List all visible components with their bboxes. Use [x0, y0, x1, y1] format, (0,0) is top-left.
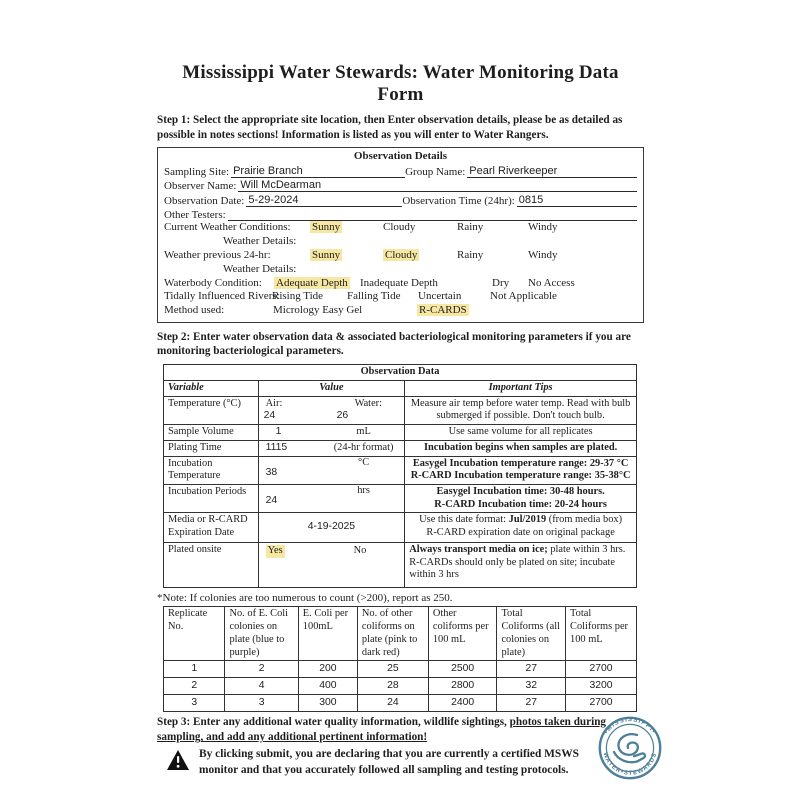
observation-date-value: 5-29-2024: [246, 194, 402, 207]
observer-name-value: Will McDearman: [238, 179, 637, 192]
option-adequate-depth: Adequate Depth: [276, 276, 348, 289]
replicate-col-ecoli-colonies: No. of E. Coli colonies on plate (blue to purple): [225, 607, 298, 661]
air-temp-value: 24: [263, 409, 276, 421]
plated-onsite-no: No: [353, 545, 367, 557]
replicate-cell: 28: [357, 678, 428, 695]
replicate-cell: 2800: [428, 678, 497, 695]
replicate-cell: 25: [357, 661, 428, 678]
replicate-cell: 3200: [566, 678, 637, 695]
sample-volume-unit: mL: [356, 425, 371, 437]
replicate-cell: 3: [225, 695, 298, 712]
incubation-temperature-tip: [405, 456, 637, 484]
media-expiration-tip-suffix: (from media box): [546, 514, 623, 526]
replicate-cell: 27: [497, 695, 566, 712]
column-value: Value: [258, 380, 405, 396]
replicate-col-other-coliform-colonies: No. of other coliforms on plate (pink to dark red): [357, 607, 428, 661]
replicate-cell: 200: [298, 661, 357, 678]
column-important-tips: Important Tips: [405, 380, 637, 396]
declaration-row: [157, 747, 644, 778]
weather-details-label-1: Weather Details:: [223, 235, 297, 248]
option-sunny-24: Sunny: [312, 248, 341, 261]
replicate-header-row: [164, 607, 637, 661]
current-weather-row: [164, 221, 637, 235]
sampling-site-value: Prairie Branch: [231, 165, 405, 178]
replicate-cell: 24: [357, 695, 428, 712]
observer-name-label: Observer Name:: [164, 180, 237, 193]
incubation-temperature-tip-line2: R-CARD Incubation temperature range: 35-38°C: [410, 470, 631, 482]
incubation-temperature-value: 38: [265, 466, 278, 478]
tidally-influenced-label: Tidally Influenced Rivers:: [164, 290, 280, 303]
observation-details-title: Observation Details: [353, 150, 448, 162]
option-windy: Windy: [528, 221, 558, 234]
observation-data-title-row: [164, 364, 637, 380]
observation-date-row: [164, 192, 637, 207]
weather-details-label-2: Weather Details:: [223, 262, 297, 275]
sampling-site-row: [164, 163, 637, 178]
replicate-cell: 1: [164, 661, 225, 678]
plated-onsite-variable: Plated onsite: [164, 543, 259, 588]
plating-time-unit: (24-hr format): [333, 441, 394, 453]
media-expiration-tip-prefix: Use this date format:: [419, 514, 509, 526]
plated-onsite-tip-bold: Always transport media on ice;: [409, 544, 548, 556]
replicate-cell: 400: [298, 678, 357, 695]
plated-onsite-value-cell: [258, 543, 405, 588]
replicate-cell: 32: [497, 678, 566, 695]
step3-instructions: [157, 715, 609, 745]
logo-bottom-text: WATER•STEWARDS: [601, 751, 659, 778]
observation-date-label: Observation Date:: [164, 194, 245, 207]
replicate-col-total-coliforms-per-100ml: Total Coliforms per 100 mL: [566, 607, 637, 661]
replicate-col-ecoli-per-100ml: E. Coli per 100mL: [298, 607, 357, 661]
option-cloudy: Cloudy: [383, 221, 416, 234]
option-sunny: Sunny: [312, 221, 341, 234]
step1-instructions: Step 1: Select the appropriate site location, then Enter observation details, please be as detailed as possible in notes sections! Information is listed as you will enter to Water Rangers.: [157, 114, 623, 141]
option-falling-tide: Falling Tide: [347, 290, 401, 303]
replicate-row-3: [164, 695, 637, 712]
air-label: Air:: [265, 397, 283, 409]
sampling-site-label: Sampling Site:: [164, 165, 230, 178]
observation-details-box: [157, 147, 644, 323]
step2-instructions: Step 2: Enter water observation data & associated bacteriological monitoring parameters if you are monitoring bacteriological parameters.: [157, 330, 631, 358]
incubation-temperature-tip-line1: Easygel Incubation temperature range: 29-37 °C: [412, 457, 629, 469]
temperature-tip: Measure air temp before water temp. Read with bulb submerged if possible. Don't touch bulb.: [405, 396, 637, 424]
sample-volume-value: 1: [275, 425, 282, 437]
incubation-temperature-value-cell: [258, 456, 405, 484]
weather-details-row-2: [164, 263, 637, 277]
observation-data-table: [163, 364, 637, 588]
plating-time-row: [164, 440, 637, 456]
option-rainy-24: Rainy: [457, 248, 484, 261]
option-rising-tide: Rising Tide: [272, 290, 324, 303]
incubation-temperature-unit: °C: [358, 456, 370, 468]
media-expiration-tip: [405, 513, 637, 543]
plated-onsite-tip: [405, 543, 637, 588]
incubation-periods-tip-line2: R-CARD Incubation time: 20-24 hours: [434, 498, 607, 510]
replicate-cell: 2700: [566, 695, 637, 712]
group-name-label: Group Name:: [405, 165, 466, 178]
plated-onsite-yes: Yes: [267, 545, 283, 557]
temperature-variable: Temperature (°C): [164, 396, 259, 424]
replicate-cell: 27: [497, 661, 566, 678]
mississippi-water-stewards-logo: [597, 715, 663, 781]
other-testers-row: [164, 207, 637, 222]
option-rainy: Rainy: [457, 221, 484, 234]
replicate-row-2: [164, 678, 637, 695]
observation-time-value: 0815: [517, 194, 637, 207]
page-title: Mississippi Water Stewards: Water Monitoring Data Form: [182, 62, 619, 105]
plating-time-value-cell: [258, 440, 405, 456]
option-cloudy-24: Cloudy: [385, 248, 418, 261]
replicate-cell: 2: [164, 678, 225, 695]
replicate-cell: 300: [298, 695, 357, 712]
media-expiration-tip-bold: Jul/2019: [508, 514, 547, 526]
observation-data-title: Observation Data: [164, 364, 637, 380]
waterbody-condition-row: [164, 277, 637, 291]
group-name-value: Pearl Riverkeeper: [467, 165, 637, 178]
observation-data-header-row: [164, 380, 637, 396]
option-micrology-easy-gel: Micrology Easy Gel: [273, 304, 363, 317]
replicate-col-total-coliforms: Total Coliforms (all colonies on plate): [497, 607, 566, 661]
option-no-access: No Access: [528, 276, 575, 289]
form-content: [157, 62, 659, 778]
replicate-cell: 4: [225, 678, 298, 695]
observation-time-label: Observation Time (24hr):: [402, 194, 515, 207]
temperature-row: [164, 396, 637, 424]
warning-icon: [167, 750, 189, 770]
incubation-periods-value-cell: [258, 484, 405, 512]
replicate-row-1: [164, 661, 637, 678]
observer-name-row: [164, 178, 637, 193]
sample-volume-tip: Use same volume for all replicates: [405, 424, 637, 440]
footer: [157, 715, 659, 778]
previous-weather-label: Weather previous 24-hr:: [164, 248, 271, 261]
incubation-periods-row: [164, 484, 637, 512]
option-dry: Dry: [492, 276, 510, 289]
option-not-applicable: Not Applicable: [490, 290, 557, 303]
plated-onsite-tip-rest: plate within 3 hrs. R-CARDs should only be plated on site; incubate within 3 hrs: [409, 544, 626, 581]
media-expiration-row: [164, 513, 637, 543]
water-temp-value: 26: [336, 409, 349, 421]
option-inadequate-depth: Inadequate Depth: [360, 276, 438, 289]
method-used-row: [164, 304, 637, 318]
plated-onsite-row: [164, 543, 637, 588]
step3-underlined: photos taken during sampling, and add any additional pertinent information!: [157, 716, 607, 744]
replicate-cell: 2700: [566, 661, 637, 678]
sample-volume-row: [164, 424, 637, 440]
tidally-influenced-row: [164, 290, 637, 304]
step3-prefix: Step 3: Enter any additional water quality information, wildlife sightings,: [157, 716, 510, 729]
other-testers-label: Other Testers:: [164, 209, 226, 222]
waterbody-condition-label: Waterbody Condition:: [164, 276, 262, 289]
logo-hand-water-glyph: [614, 735, 645, 763]
logo-top-text: •MISSISSIPPI•: [602, 716, 658, 736]
previous-weather-row: [164, 249, 637, 263]
plating-time-tip: Incubation begins when samples are plated.: [405, 440, 637, 456]
replicate-cell: 2400: [428, 695, 497, 712]
plating-time-value: 1115: [265, 441, 288, 453]
replicate-cell: 2500: [428, 661, 497, 678]
svg-text:•MISSISSIPPI•: [603, 716, 657, 735]
option-r-cards: R-CARDS: [419, 304, 467, 317]
incubation-periods-tip-line1: Easygel Incubation time: 30-48 hours.: [436, 485, 605, 497]
weather-details-row-1: [164, 235, 637, 249]
current-weather-label: Current Weather Conditions:: [164, 221, 291, 234]
replicate-cell: 2: [225, 661, 298, 678]
replicate-col-other-coliforms-per-100ml: Other coliforms per 100 mL: [428, 607, 497, 661]
media-expiration-value: 4-19-2025: [258, 513, 405, 543]
colonies-note: *Note: If colonies are too numerous to count (>200), report as 250.: [157, 592, 453, 605]
sample-volume-value-cell: [258, 424, 405, 440]
option-uncertain: Uncertain: [418, 290, 462, 303]
method-used-label: Method used:: [164, 304, 225, 317]
sample-volume-variable: Sample Volume: [164, 424, 259, 440]
replicate-col-no: Replicate No.: [164, 607, 225, 661]
temperature-value-cell: [258, 396, 405, 424]
replicate-table: [163, 606, 637, 712]
incubation-periods-unit: hrs: [357, 484, 370, 496]
option-windy-24: Windy: [528, 248, 558, 261]
incubation-periods-tip: [405, 484, 637, 512]
plating-time-variable: Plating Time: [164, 440, 259, 456]
incubation-periods-value: 24: [265, 494, 278, 506]
incubation-temperature-row: [164, 456, 637, 484]
incubation-temperature-variable: Incubation Temperature: [164, 456, 259, 484]
replicate-cell: 3: [164, 695, 225, 712]
media-expiration-variable: Media or R-CARD Expiration Date: [164, 513, 259, 543]
declaration-text: By clicking submit, you are declaring that you are currently a certified MSWS monitor and that you accurately followed all sampling and testing protocols.: [199, 748, 579, 776]
incubation-periods-variable: Incubation Periods: [164, 484, 259, 512]
water-label: Water:: [354, 397, 383, 409]
column-variable: Variable: [164, 380, 259, 396]
media-expiration-tip-line2: R-CARD expiration date on original package: [426, 526, 615, 538]
